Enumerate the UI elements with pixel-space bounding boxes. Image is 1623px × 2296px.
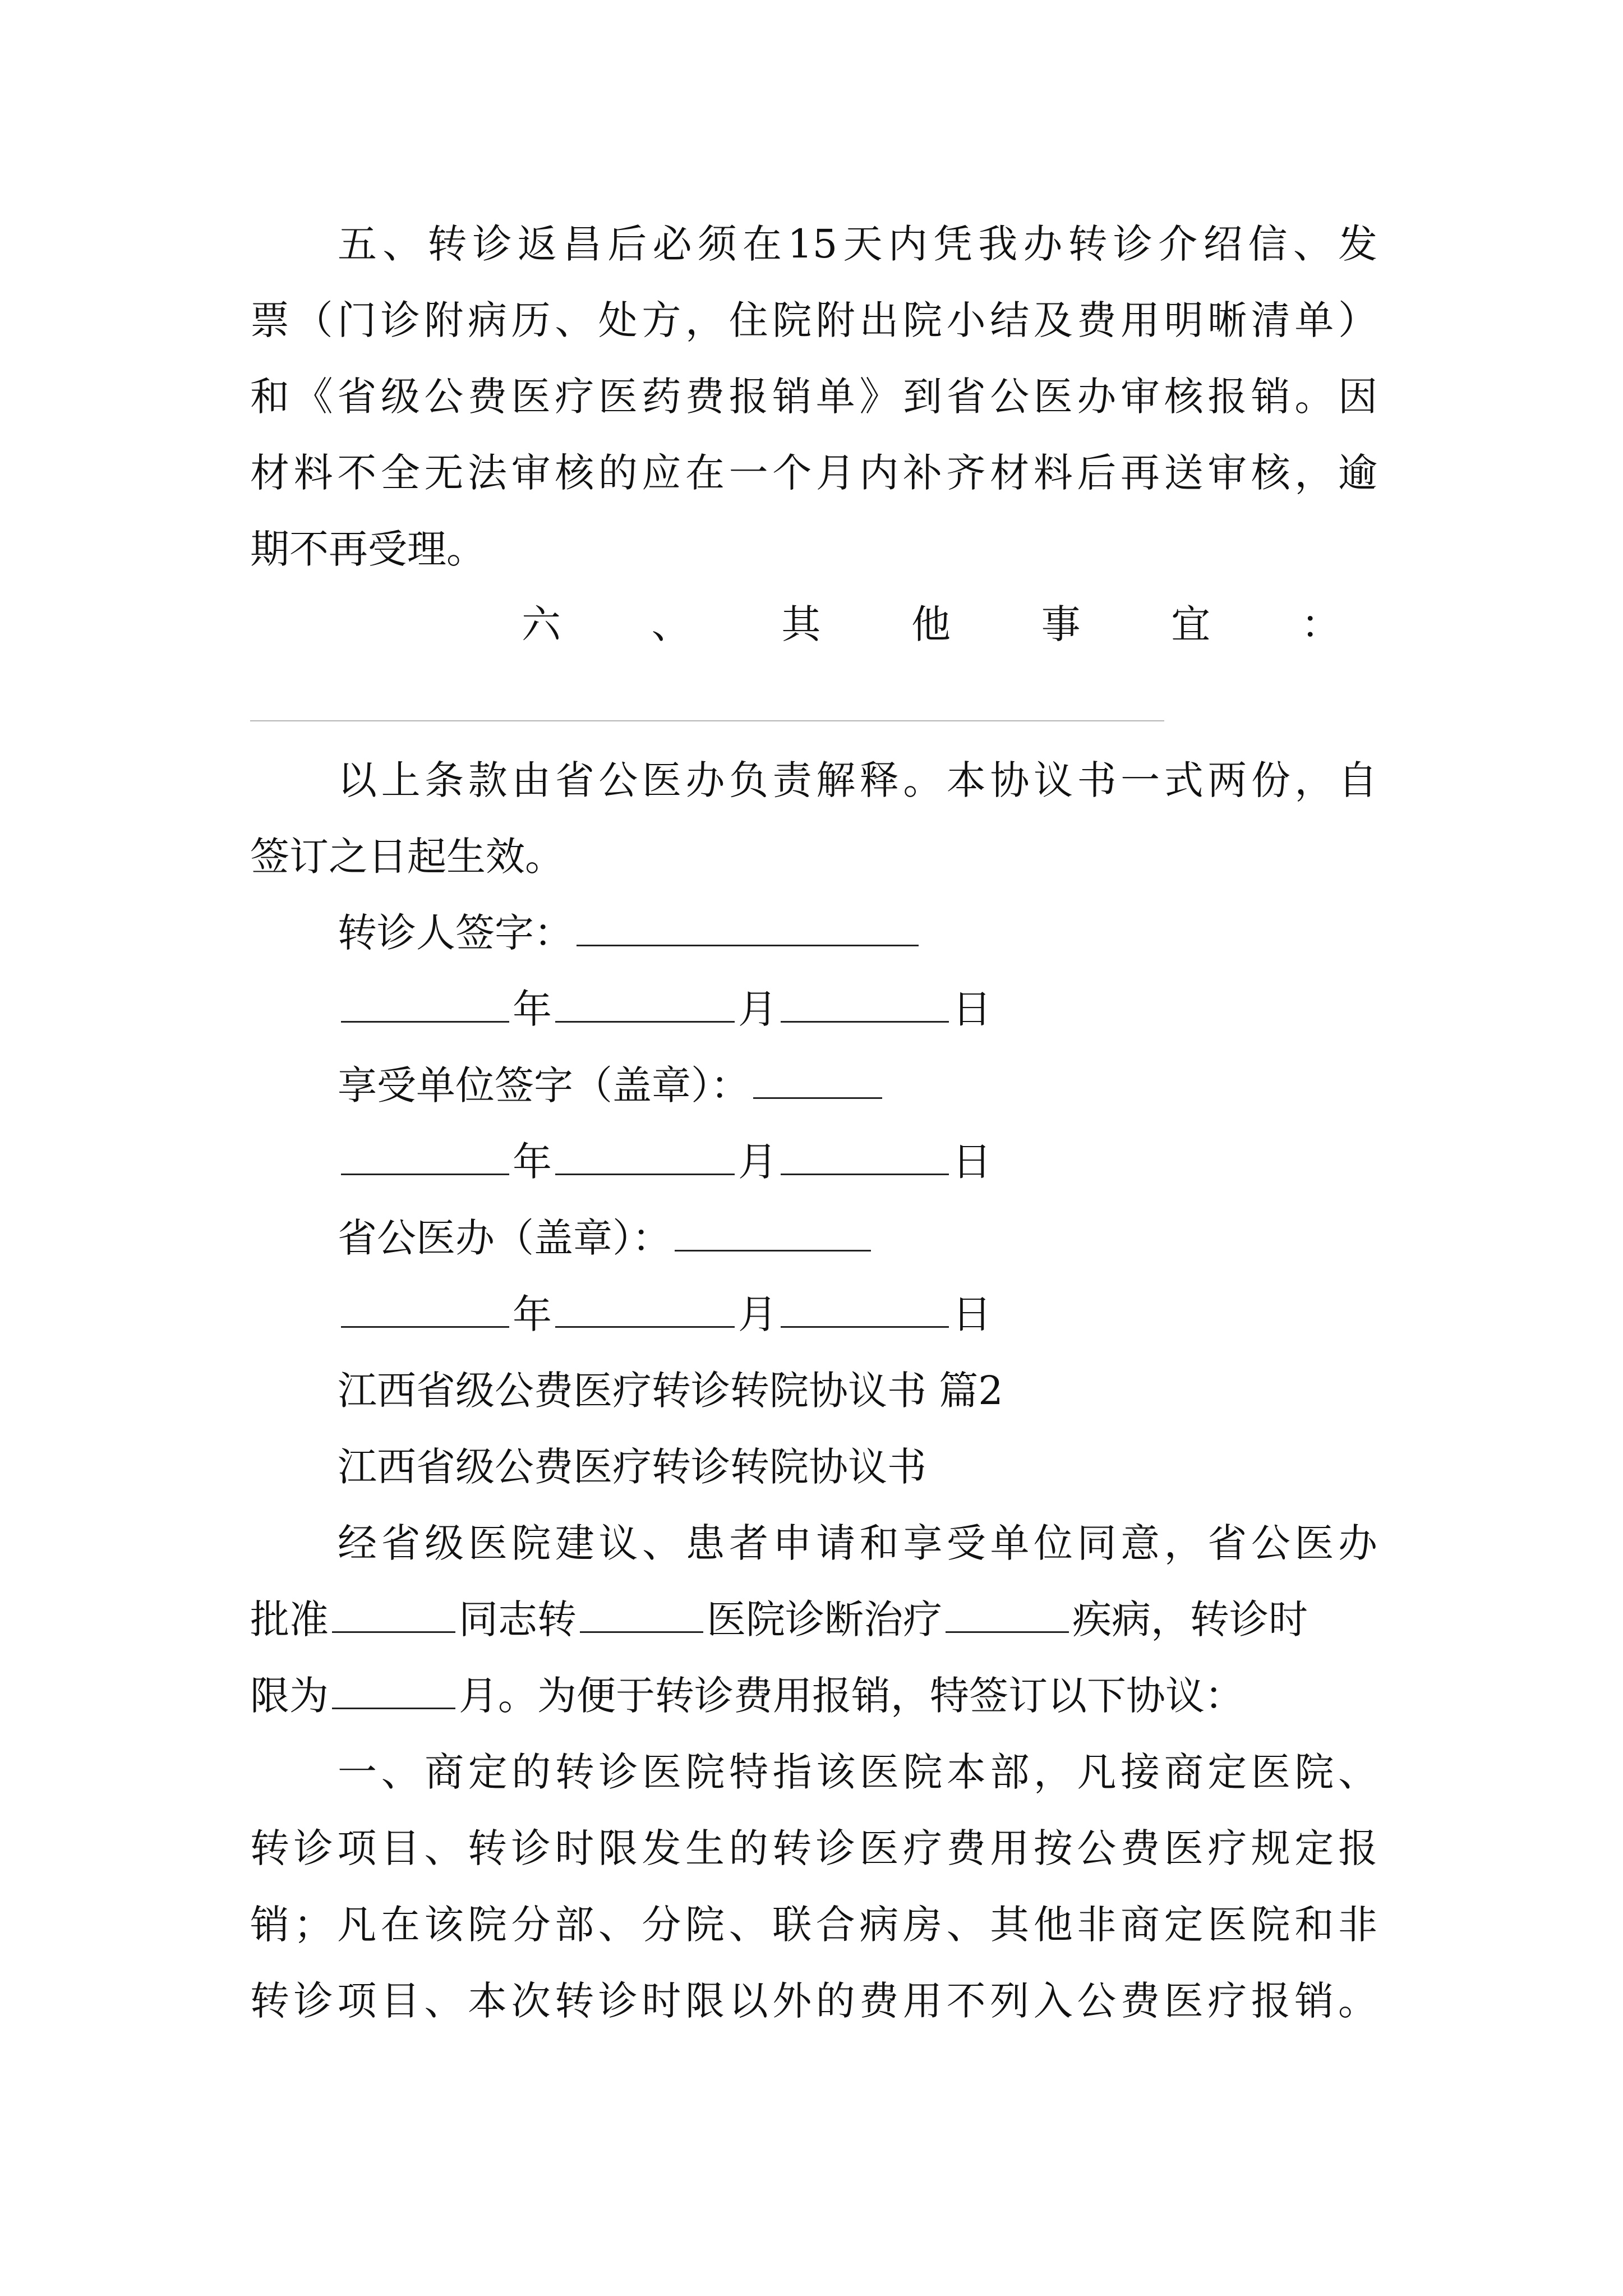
intro-text: 批准 [250, 1596, 329, 1642]
heading-other-matters [522, 593, 1340, 655]
intro-line3 [250, 1665, 1377, 1727]
day-label: 日 [952, 1291, 992, 1337]
closing-line2: 签订之日起生效。 [250, 834, 564, 880]
para5-line2: 票（门诊附病历、处方，住院附出院小结及费用明晰清单） [250, 297, 1377, 343]
heading-char: 事 [1041, 601, 1081, 647]
para5-line4: 材料不全无法审核的应在一个月内补齐材料后再送审核，逾 [250, 450, 1377, 496]
signature-blank [675, 1218, 871, 1251]
date-row [338, 1283, 1377, 1345]
para1-line3: 销；凡在该院分部、分院、联合病房、其他非商定医院和非 [250, 1902, 1377, 1948]
year-label: 年 [513, 986, 552, 1032]
para1-line1: 一、商定的转诊医院特指该医院本部，凡接商定医院、 [338, 1749, 1377, 1795]
year-label: 年 [513, 1139, 552, 1185]
year-label: 年 [513, 1291, 552, 1337]
approval-blank [332, 1600, 455, 1633]
hospital-blank [580, 1600, 703, 1633]
heading-char: 其 [781, 601, 821, 647]
para5-line3: 和《省级公费医疗医药费报销单》到省公医办审核报销。因 [250, 374, 1377, 420]
heading-char: 六 [522, 601, 561, 647]
intro-text: 限为 [250, 1673, 329, 1719]
para1-line4: 转诊项目、本次转诊时限以外的费用不列入公费医疗报销。 [250, 1978, 1377, 2024]
date-row [338, 978, 1377, 1040]
months-blank [332, 1676, 455, 1709]
disease-blank [946, 1600, 1069, 1633]
intro-line1: 经省级医院建议、患者申请和享受单位同意，省公医办 [338, 1520, 1377, 1566]
month-blank [555, 1295, 735, 1328]
day-blank [781, 1295, 949, 1328]
para5-line5: 期不再受理。 [250, 526, 486, 572]
signature-label: 省公医办（盖章）： [338, 1215, 671, 1261]
section-title: 江西省级公费医疗转诊转院协议书 [338, 1444, 926, 1490]
para1-line2: 转诊项目、转诊时限发生的转诊医疗费用按公费医疗规定报 [250, 1825, 1377, 1871]
month-label: 月 [738, 1139, 777, 1185]
intro-line2 [250, 1589, 1377, 1650]
heading-char: ： [1301, 601, 1340, 647]
unit-signature [338, 1055, 1377, 1116]
heading-char: 他 [911, 601, 951, 647]
intro-text: 医院诊断治疗 [707, 1596, 942, 1642]
day-blank [781, 1142, 949, 1175]
fill-in-rule [250, 720, 1164, 721]
signature-blank [577, 913, 919, 946]
transfer-person-signature [338, 902, 1377, 964]
day-blank [781, 990, 949, 1023]
intro-text: 月。为便于转诊费用报销，特签订以下协议： [459, 1673, 1244, 1719]
day-label: 日 [952, 986, 992, 1032]
signature-blank [753, 1066, 882, 1099]
month-blank [555, 1142, 735, 1175]
heading-char: 宜 [1171, 601, 1211, 647]
closing-line1: 以上条款由省公医办负责解释。本协议书一式两份，自 [338, 757, 1377, 803]
intro-text: 同志转 [459, 1596, 577, 1642]
heading-char: 、 [651, 601, 691, 647]
month-blank [555, 990, 735, 1023]
month-label: 月 [738, 986, 777, 1032]
para5-line1: 五、转诊返昌后必须在15天内凭我办转诊介绍信、发 [338, 221, 1377, 267]
year-blank [341, 990, 509, 1023]
section-title-part2: 江西省级公费医疗转诊转院协议书 篇2 [338, 1368, 1003, 1414]
date-row [338, 1131, 1377, 1193]
year-blank [341, 1295, 509, 1328]
day-label: 日 [952, 1139, 992, 1185]
year-blank [341, 1142, 509, 1175]
intro-text: 疾病，转诊时 [1072, 1596, 1308, 1642]
signature-label: 享受单位签字（盖章）： [338, 1062, 750, 1108]
month-label: 月 [738, 1291, 777, 1337]
signature-label: 转诊人签字： [338, 910, 573, 956]
office-signature [338, 1207, 1377, 1269]
